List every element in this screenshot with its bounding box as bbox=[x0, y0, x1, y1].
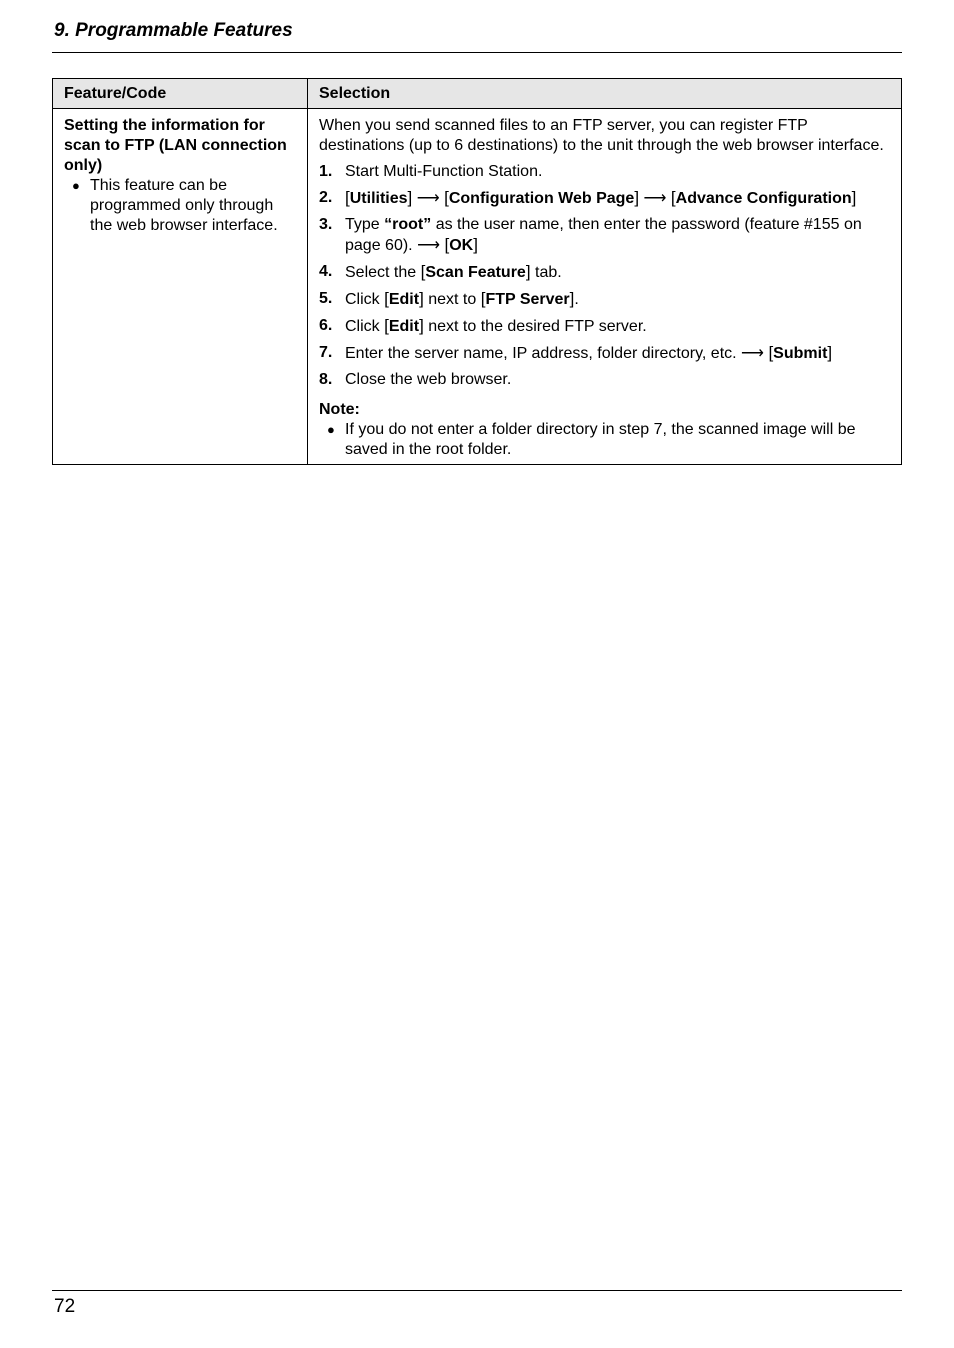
step-number: 7. bbox=[319, 344, 333, 361]
list-item bbox=[319, 162, 891, 182]
arrow-right-icon: ⟶ bbox=[741, 345, 764, 362]
list-item: 6. Click [Edit] next to the desired FTP server. bbox=[319, 316, 647, 335]
step-number: 1. bbox=[319, 163, 333, 180]
feature-table bbox=[52, 78, 902, 465]
step-text: Start Multi-Function Station. bbox=[345, 163, 543, 180]
feature-cell bbox=[53, 109, 308, 465]
selection-cell bbox=[308, 109, 902, 465]
key-submit: Submit bbox=[773, 345, 828, 362]
list-item bbox=[319, 370, 891, 390]
quoted-root: “root” bbox=[384, 216, 432, 233]
bullet-icon: ● bbox=[72, 178, 80, 193]
arrow-right-icon: ⟶ bbox=[416, 190, 440, 207]
arrow-right-icon: ⟶ bbox=[417, 237, 440, 254]
intro-text: When you send scanned files to an FTP server, you can register FTP destinations (up to 6 destinations) to the unit through the web browser interface. bbox=[319, 117, 884, 154]
key-advance-configuration: Advance Configuration bbox=[675, 190, 852, 207]
step-number: 8. bbox=[319, 371, 333, 388]
column-header-selection: Selection bbox=[308, 79, 902, 109]
table-header-row bbox=[53, 79, 902, 109]
list-item: 4. Select the [Scan Feature] tab. bbox=[319, 262, 562, 281]
key-ftp-server: FTP Server bbox=[485, 291, 570, 308]
note-text: If you do not enter a folder directory in step 7, the scanned image will be saved in the root folder. bbox=[345, 421, 856, 458]
step-text: Close the web browser. bbox=[345, 371, 512, 388]
column-header-feature: Feature/Code bbox=[53, 79, 308, 109]
key-ok: OK bbox=[449, 237, 474, 254]
header-rule bbox=[52, 52, 902, 53]
list-item: 2. [Utilities] ⟶ [Configuration Web Page] ⟶ [Advance Configuration] bbox=[319, 188, 857, 207]
feature-note bbox=[64, 176, 297, 236]
key-edit: Edit bbox=[388, 318, 420, 335]
note-heading: Note: bbox=[319, 401, 360, 418]
key-configuration-web-page: Configuration Web Page bbox=[448, 190, 635, 207]
footer-rule bbox=[52, 1290, 902, 1291]
step-number: 6. bbox=[319, 317, 333, 334]
key-scan-feature: Scan Feature bbox=[425, 264, 526, 281]
step-number: 3. bbox=[319, 216, 333, 233]
steps-list bbox=[319, 162, 891, 390]
list-item: 5. Click [Edit] next to [FTP Server]. bbox=[319, 289, 579, 308]
list-item: 7. Enter the server name, IP address, folder directory, etc. ⟶ [Submit] bbox=[319, 343, 833, 362]
step-number: 2. bbox=[319, 189, 333, 206]
arrow-right-icon: ⟶ bbox=[643, 190, 667, 207]
key-utilities: Utilities bbox=[349, 190, 408, 207]
step-number: 5. bbox=[319, 290, 333, 307]
table-row bbox=[53, 109, 902, 465]
page-number: 72 bbox=[54, 1296, 76, 1317]
step-number: 4. bbox=[319, 263, 333, 280]
feature-note-text: This feature can be programmed only through the web browser interface. bbox=[90, 177, 278, 234]
section-title: 9. Programmable Features bbox=[54, 20, 293, 41]
list-item: 3. Type “root” as the user name, then enter the password (feature #155 on page 60). ⟶ [OK] bbox=[319, 216, 862, 254]
feature-title: Setting the information for scan to FTP (LAN connection only) bbox=[64, 117, 287, 174]
key-edit: Edit bbox=[388, 291, 420, 308]
bullet-icon: ● bbox=[327, 422, 335, 437]
note-item bbox=[319, 420, 891, 460]
